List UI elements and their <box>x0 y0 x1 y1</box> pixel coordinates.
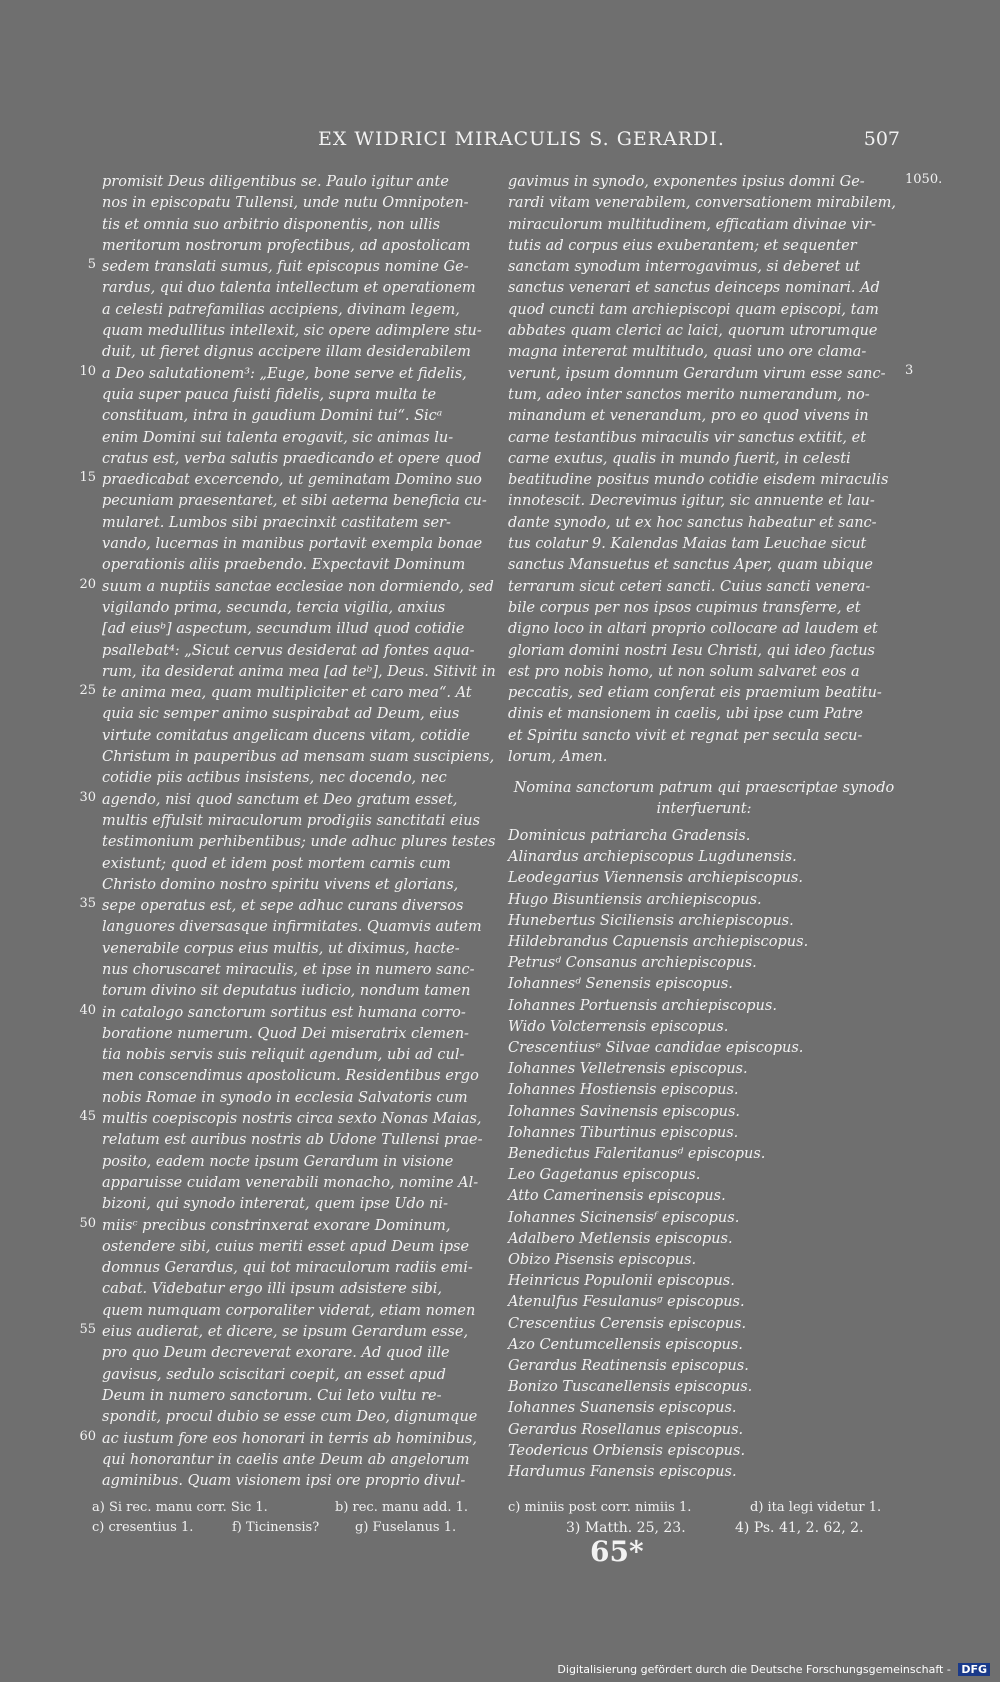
text-line: enim Domini sui talenta erogavit, sic animas lu- <box>102 429 454 446</box>
text-line: languores diversasque infirmitates. Quamvis autem <box>102 919 482 936</box>
text-line: testimonium perhibentibus; unde adhuc plures testes <box>102 834 496 851</box>
line-number: 35 <box>79 896 96 912</box>
text-line: torum divino sit deputatus iudicio, nondum tamen <box>102 983 471 1000</box>
text-line: lorum, Amen. <box>508 749 608 766</box>
running-title: EX WIDRICI MIRACULIS S. GERARDI. <box>318 128 725 150</box>
attendee-name: Leo Gagetanus episcopus. <box>508 1167 701 1184</box>
attendee-name: Petrusᵈ Consanus archiepiscopus. <box>508 955 757 972</box>
attendee-name: Atto Camerinensis episcopus. <box>508 1188 726 1205</box>
page-number: 507 <box>863 128 900 150</box>
signature-mark: 65* <box>590 1535 644 1568</box>
line-number: 5 <box>87 257 96 273</box>
text-line: tutis ad corpus eius exuberantem; et sequenter <box>508 237 857 254</box>
margin-year: 1050. <box>905 172 943 187</box>
text-line: quod cuncti tam archiepiscopi quam episcopi, tam <box>508 301 879 318</box>
text-line: rum, ita desiderat anima mea [ad teᵇ], Deus. Sitivit in <box>102 663 496 680</box>
text-line: Christo domino nostro spiritu vivens et glorians, <box>102 876 459 893</box>
text-line: vigilando prima, secunda, tercia vigilia, anxius <box>102 599 446 616</box>
text-line: promisit Deus diligentibus se. Paulo igitur ante <box>102 174 449 190</box>
text-line: minandum et venerandum, pro eo quod vivens in <box>508 408 869 425</box>
text-line: domnus Gerardus, qui tot miraculorum radiis emi- <box>102 1260 473 1277</box>
text-line: boratione numerum. Quod Dei miseratrix clemen- <box>102 1025 469 1042</box>
text-line: gavimus in synodo, exponentes ipsius domni Ge- <box>508 174 865 190</box>
text-line: rardus, qui duo talenta intellectum et operationem <box>102 280 476 297</box>
text-line: bizoni, qui synodo intererat, quem ipse Udo ni- <box>102 1196 449 1213</box>
text-line: venerabile corpus eius multis, ut diximus, hacte- <box>102 940 460 957</box>
text-line: sanctus venerari et sanctus deinceps nominari. Ad <box>508 280 880 297</box>
text-line: praedicabat excercendo, ut geminatam Domino suo <box>102 472 482 489</box>
attendee-name: Benedictus Faleritanusᵈ episcopus. <box>508 1146 766 1163</box>
footnote-g: g) Fuselanus 1. <box>355 1520 457 1535</box>
text-line: est pro nobis homo, ut non solum salvaret eos a <box>508 663 860 680</box>
text-line: et Spiritu sancto vivit et regnat per secula secu- <box>508 727 863 744</box>
text-line: dinis et mansionem in caelis, ubi ipse cum Patre <box>508 706 863 723</box>
footnote-d: d) ita legi videtur 1. <box>750 1500 882 1515</box>
line-number: 20 <box>79 576 96 592</box>
attendee-name: Iohannes Portuensis archiepiscopus. <box>508 997 777 1014</box>
text-line: nobis Romae in synodo in ecclesia Salvatoris cum <box>102 1089 468 1106</box>
line-number: 15 <box>79 470 96 486</box>
attendee-name: Gerardus Reatinensis episcopus. <box>508 1358 749 1375</box>
text-line: qui honorantur in caelis ante Deum ab angelorum <box>102 1451 470 1468</box>
text-line: nus choruscaret miraculis, et ipse in numero sanc- <box>102 961 475 978</box>
text-line: terrarum sicut ceteri sancti. Cuius sancti venera- <box>508 578 871 595</box>
text-line: psallebat⁴: „Sicut cervus desiderat ad fontes aqua- <box>102 642 475 659</box>
text-line: sepe operatus est, et sepe adhuc curans diversos <box>102 898 464 915</box>
attendee-name: Gerardus Rosellanus episcopus. <box>508 1421 744 1438</box>
text-line: carne testantibus miraculis vir sanctus extitit, et <box>508 429 867 446</box>
reference-4: 4) Ps. 41, 2. 62, 2. <box>735 1520 864 1536</box>
text-line: sanctam synodum interrogavimus, si deberet ut <box>508 259 861 276</box>
line-number: 45 <box>79 1109 96 1125</box>
attendee-name: Dominicus patriarcha Gradensis. <box>508 828 751 844</box>
attendee-name: Iohannes Suanensis episcopus. <box>508 1400 737 1417</box>
names-list <box>508 826 900 1483</box>
attendee-name: Iohannes Savinensis episcopus. <box>508 1103 741 1120</box>
text-line: innotescit. Decrevimus igitur, sic annuente et lau- <box>508 493 875 510</box>
text-line: quem numquam corporaliter viderat, etiam nomen <box>102 1302 476 1319</box>
names-heading <box>508 778 900 820</box>
text-line: mularet. Lumbos sibi praecinxit castitatem ser- <box>102 514 451 531</box>
attendee-name: Leodegarius Viennensis archiepiscopus. <box>508 870 803 887</box>
footnote-f: f) Ticinensis? <box>232 1520 320 1535</box>
attendee-name: Iohannes Hostiensis episcopus. <box>508 1082 739 1099</box>
attendee-name: Crescentiusᵉ Silvae candidae episcopus. <box>508 1040 804 1057</box>
footnote-c: c) miniis post corr. nimiis 1. <box>508 1500 692 1515</box>
text-line: Deum in numero sanctorum. Cui leto vultu re- <box>102 1387 442 1404</box>
text-line: [ad eiusᵇ] aspectum, secundum illud quod cotidie <box>102 621 465 638</box>
text-line: existunt; quod et idem post mortem carnis cum <box>102 855 451 872</box>
right-column <box>508 172 900 768</box>
attendee-name: Alinardus archiepiscopus Lugdunensis. <box>508 849 797 866</box>
text-line: nos in episcopatu Tullensi, unde nutu Omnipoten- <box>102 195 469 212</box>
attendee-name: Hardumus Fanensis episcopus. <box>508 1464 737 1481</box>
text-line: Christum in pauperibus ad mensam suam suscipiens, <box>102 749 495 766</box>
attendee-name: Adalbero Metlensis episcopus. <box>508 1230 733 1247</box>
names-heading-line-1: Nomina sanctorum patrum qui praescriptae synodo <box>513 780 895 796</box>
text-line: bile corpus per nos ipsos cupimus transferre, et <box>508 599 861 616</box>
text-line: pro quo Deum decreverat exorare. Ad quod ille <box>102 1345 450 1362</box>
text-line: cabat. Videbatur ergo illi ipsum adsistere sibi, <box>102 1281 443 1298</box>
line-number: 10 <box>79 363 96 379</box>
attendee-name: Obizo Pisensis episcopus. <box>508 1252 697 1269</box>
text-line: meritorum nostrorum profectibus, ad apostolicam <box>102 237 471 254</box>
text-line: beatitudine positus mundo cotidie eisdem miraculis <box>508 472 889 489</box>
text-line: eius audierat, et dicere, se ipsum Gerardum esse, <box>102 1324 469 1341</box>
text-line: abbates quam clerici ac laici, quorum utrorumque <box>508 323 878 340</box>
dfg-logo: DFG <box>958 1663 990 1676</box>
reference-3: 3) Matth. 25, 23. <box>566 1520 686 1536</box>
attendee-name: Heinricus Populonii episcopus. <box>508 1273 735 1290</box>
text-line: te anima mea, quam multipliciter et caro mea“. At <box>102 685 472 702</box>
text-line: relatum est auribus nostris ab Udone Tullensi prae- <box>102 1132 483 1149</box>
text-line: sanctus Mansuetus et sanctus Aper, quam ubique <box>508 557 873 574</box>
text-line: quam medullitus intellexit, sic opere adimplere stu- <box>102 323 482 340</box>
text-line: gloriam domini nostri Iesu Christi, qui ideo factus <box>508 642 875 659</box>
line-number: 55 <box>79 1322 96 1338</box>
text-line: miraculorum multitudinem, efficatiam divinae vir- <box>508 216 876 233</box>
attendee-name: Crescentius Cerensis episcopus. <box>508 1315 747 1332</box>
text-line: rardi vitam venerabilem, conversationem mirabilem, <box>508 195 896 212</box>
running-header <box>300 128 900 154</box>
text-line: ac iustum fore eos honorari in terris ab hominibus, <box>102 1430 477 1447</box>
text-line: agminibus. Quam visionem ipsi ore proprio divul- <box>102 1473 466 1490</box>
text-line: cratus est, verba salutis praedicando et opere quod <box>102 450 482 467</box>
text-line: suum a nuptiis sanctae ecclesiae non dormiendo, sed <box>102 578 494 595</box>
text-line: constituam, intra in gaudium Domini tui“. Sicᵃ <box>102 408 443 425</box>
line-number: 50 <box>79 1215 96 1231</box>
line-number: 60 <box>79 1428 96 1444</box>
text-line: tis et omnia suo arbitrio disponentis, non ullis <box>102 216 441 233</box>
margin-reference: 3 <box>905 363 914 378</box>
text-line: cotidie piis actibus insistens, nec docendo, nec <box>102 770 447 787</box>
text-line: dante synodo, ut ex hoc sanctus habeatur et sanc- <box>508 514 877 531</box>
text-line: quia super pauca fuisti fidelis, supra multa te <box>102 386 437 403</box>
attendee-name: Hunebertus Siciliensis archiepiscopus. <box>508 912 794 929</box>
text-line: tum, adeo inter sanctos merito numerandum, no- <box>508 386 870 403</box>
text-line: multis effulsit miraculorum prodigiis sanctitati eius <box>102 812 481 829</box>
text-line: in catalogo sanctorum sortitus est humana corro- <box>102 1004 466 1021</box>
left-column <box>102 172 496 1492</box>
text-line: virtute comitatus angelicam ducens vitam, cotidie <box>102 727 470 744</box>
attendee-name: Hugo Bisuntiensis archiepiscopus. <box>508 891 762 908</box>
text-line: agendo, nisi quod sanctum et Deo gratum esset, <box>102 791 458 808</box>
text-line: miisᶜ precibus constrinxerat exorare Dominum, <box>102 1217 451 1234</box>
text-line: sedem translati sumus, fuit episcopus nomine Ge- <box>102 259 469 276</box>
footnote-e: c) cresentius 1. <box>92 1520 194 1535</box>
text-line: digno loco in altari proprio collocare ad laudem et <box>508 621 878 638</box>
text-line: duit, ut fieret dignus accipere illam desiderabilem <box>102 344 471 361</box>
attendee-name: Azo Centumcellensis episcopus. <box>508 1336 743 1353</box>
text-line: posito, eadem nocte ipsum Gerardum in visione <box>102 1153 454 1170</box>
line-number: 30 <box>79 789 96 805</box>
footer-text: Digitalisierung gefördert durch die Deutsche Forschungsgemeinschaft - <box>557 1663 951 1676</box>
text-line: peccatis, sed etiam conferat eis praemium beatitu- <box>508 685 882 702</box>
line-number: 25 <box>79 683 96 699</box>
text-line: tia nobis servis suis reliquit agendum, ubi ad cul- <box>102 1047 465 1064</box>
text-line: tus colatur 9. Kalendas Maias tam Leuchae sicut <box>508 536 867 553</box>
attendee-name: Wido Volcterrensis episcopus. <box>508 1018 729 1035</box>
text-line: pecuniam praesentaret, et sibi aeterna beneficia cu- <box>102 493 487 510</box>
attendee-name: Teodericus Orbiensis episcopus. <box>508 1442 746 1459</box>
footnote-a: a) Si rec. manu corr. Sic 1. <box>92 1500 268 1515</box>
footer-credit <box>557 1663 990 1676</box>
text-line: a Deo salutationem³: „Euge, bone serve et fidelis, <box>102 365 467 382</box>
text-line: ostendere sibi, cuius meriti esset apud Deum ipse <box>102 1238 470 1255</box>
attendee-name: Iohannes Velletrensis episcopus. <box>508 1061 748 1078</box>
attendee-name: Bonizo Tuscanellensis episcopus. <box>508 1379 753 1396</box>
attendee-name: Iohannesᵈ Senensis episcopus. <box>508 976 733 993</box>
text-line: spondit, procul dubio se esse cum Deo, dignumque <box>102 1409 478 1426</box>
text-line: a celesti patrefamilias accipiens, divinam legem, <box>102 301 460 318</box>
text-line: vando, lucernas in manibus portavit exempla bonae <box>102 536 483 553</box>
text-line: magna intererat multitudo, quasi uno ore clama- <box>508 344 867 361</box>
attendee-name: Iohannes Tiburtinus episcopus. <box>508 1124 739 1141</box>
text-line: verunt, ipsum domnum Gerardum virum esse sanc- <box>508 365 886 382</box>
attendee-name: Atenulfus Fesulanusᵍ episcopus. <box>508 1294 745 1311</box>
text-line: carne exutus, qualis in mundo fuerit, in celesti <box>508 450 851 467</box>
text-line: gavisus, sedulo sciscitari coepit, an esset apud <box>102 1366 446 1383</box>
text-line: men conscendimus apostolicum. Residentibus ergo <box>102 1068 479 1085</box>
attendee-name: Hildebrandus Capuensis archiepiscopus. <box>508 934 809 951</box>
text-line: apparuisse cuidam venerabili monacho, nomine Al- <box>102 1174 479 1191</box>
text-line: operationis aliis praebendo. Expectavit Dominum <box>102 557 466 574</box>
text-line: quia sic semper animo suspirabat ad Deum, eius <box>102 706 460 723</box>
attendee-name: Iohannes Sicinensisᶠ episcopus. <box>508 1209 740 1226</box>
line-number: 40 <box>79 1002 96 1018</box>
text-line: multis coepiscopis nostris circa sexto Nonas Maias, <box>102 1111 482 1128</box>
names-heading-line-2: interfuerunt: <box>656 801 752 817</box>
footnote-b: b) rec. manu add. 1. <box>335 1500 468 1515</box>
